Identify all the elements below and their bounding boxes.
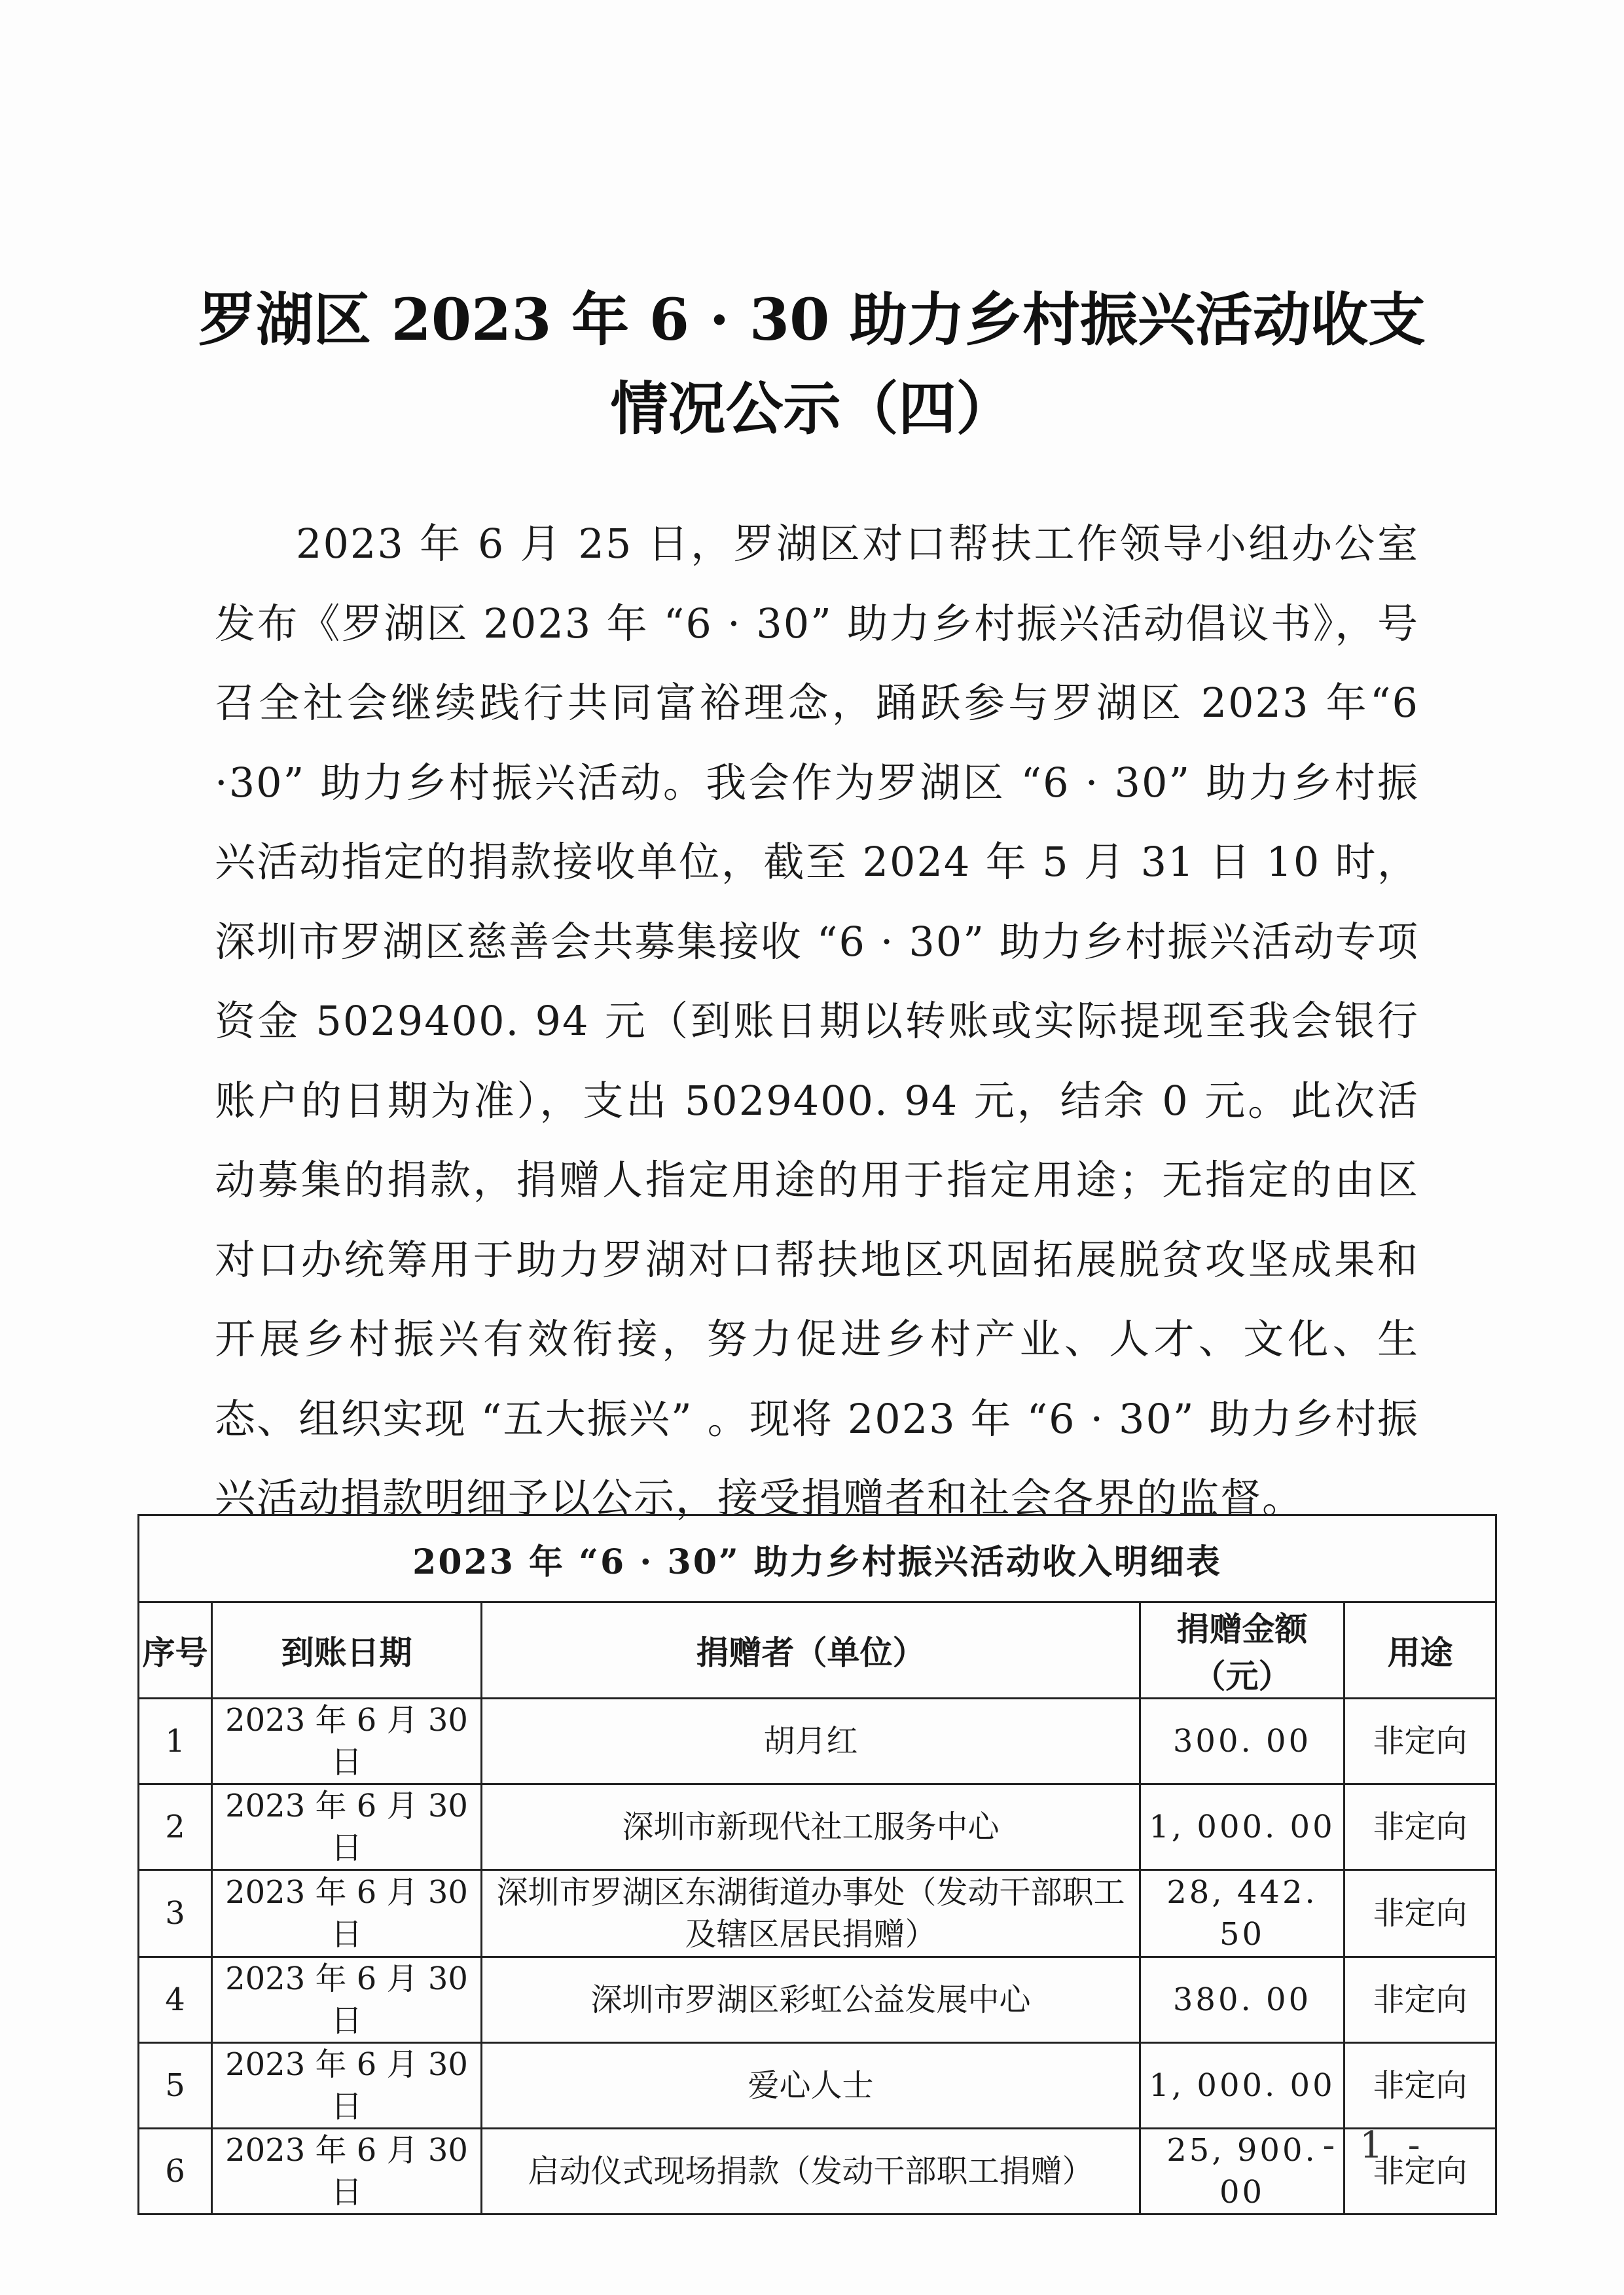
row-amount: 25, 900. 00 [1140, 2129, 1344, 2214]
row-amount: 300. 00 [1140, 1699, 1344, 1784]
table-row [139, 1784, 1496, 1870]
table-row [139, 2043, 1496, 2129]
header-use: 用途 [1344, 1602, 1496, 1699]
row-index: 3 [139, 1870, 212, 1957]
row-use: 非定向 [1344, 1699, 1496, 1784]
row-date: 2023 年 6 月 30 日 [212, 2043, 482, 2129]
row-index: 5 [139, 2043, 212, 2129]
page-number: - 1 - [1322, 2124, 1427, 2167]
row-amount: 1, 000. 00 [1140, 2043, 1344, 2129]
row-amount: 380. 00 [1140, 1957, 1344, 2043]
row-date: 2023 年 6 月 30 日 [212, 2129, 482, 2214]
row-date: 2023 年 6 月 30 日 [212, 1699, 482, 1784]
row-use: 非定向 [1344, 1870, 1496, 1957]
header-date: 到账日期 [212, 1602, 482, 1699]
row-date: 2023 年 6 月 30 日 [212, 1784, 482, 1870]
row-donor: 启动仪式现场捐款（发动干部职工捐赠） [482, 2129, 1140, 2214]
table-row [139, 1870, 1496, 1957]
table-row [139, 1699, 1496, 1784]
row-date: 2023 年 6 月 30 日 [212, 1957, 482, 2043]
title-line-1: 罗湖区 2023 年 6 · 30 助力乡村振兴活动收支 [198, 285, 1426, 353]
row-donor-line-1: 深圳市罗湖区东湖街道办事处（发动干部职工 [496, 1874, 1125, 1911]
row-index: 6 [139, 2129, 212, 2214]
row-use: 非定向 [1344, 2043, 1496, 2129]
row-use: 非定向 [1344, 1784, 1496, 1870]
document-title [131, 275, 1493, 453]
row-use: 非定向 [1344, 1957, 1496, 2043]
table-title: 2023 年 “6 · 30” 助力乡村振兴活动收入明细表 [139, 1515, 1496, 1602]
row-date: 2023 年 6 月 30 日 [212, 1870, 482, 1957]
row-donor: 爱心人士 [482, 2043, 1140, 2129]
body-paragraph: 2023 年 6 月 25 日，罗湖区对口帮扶工作领导小组办公室发布《罗湖区 2023 年 “6 · 30” 助力乡村振兴活动倡议书》，号召全社会继续践行共同富裕理念，踊跃参与罗湖区 2023 年“6 ·30” 助力乡村振兴活动。我会作为罗湖区 “6 · 30” 助力乡村振兴活动指定的捐款接收单位，截至 2024 年 5 月 31 日 10 时，深圳市罗湖区慈善会共募集接收 “6 · 30” 助力乡村振兴活动专项资金 5029400. 94 元（到账日期以转账或实际提现至我会银行账户的日期为准），支出 5029400. 94 元，结余 0 元。此次活动募集的捐款，捐赠人指定用途的用于指定用途；无指定的由区对口办统筹用于助力罗湖对口帮扶地区巩固拓展脱贫攻坚成果和开展乡村振兴有效衔接，努力促进乡村产业、人才、文化、生态、组织实现 “五大振兴” 。现将 2023 年 “6 · 30” 助力乡村振兴活动捐款明细予以公示，接受捐赠者和社会各界的监督。 [215, 520, 1419, 1522]
row-donor: 胡月红 [482, 1699, 1140, 1784]
row-donor-line-2: 及辖区居民捐赠） [685, 1916, 937, 1953]
row-amount: 1, 000. 00 [1140, 1784, 1344, 1870]
row-amount: 28, 442. 50 [1140, 1870, 1344, 1957]
title-line-2: 情况公示（四） [610, 374, 1014, 443]
header-donor: 捐赠者（单位） [482, 1602, 1140, 1699]
header-index: 序号 [139, 1602, 212, 1699]
row-use: 非定向 [1344, 2129, 1496, 2214]
row-index: 2 [139, 1784, 212, 1870]
income-detail-table [137, 1514, 1497, 2215]
table-row [139, 1957, 1496, 2043]
table-row [139, 2129, 1496, 2214]
row-index: 1 [139, 1699, 212, 1784]
header-amount: 捐赠金额（元） [1140, 1602, 1344, 1699]
row-donor [482, 1870, 1140, 1957]
row-index: 4 [139, 1957, 212, 2043]
row-donor: 深圳市罗湖区彩虹公益发展中心 [482, 1957, 1140, 2043]
row-donor: 深圳市新现代社工服务中心 [482, 1784, 1140, 1870]
table-header-row [139, 1602, 1496, 1699]
